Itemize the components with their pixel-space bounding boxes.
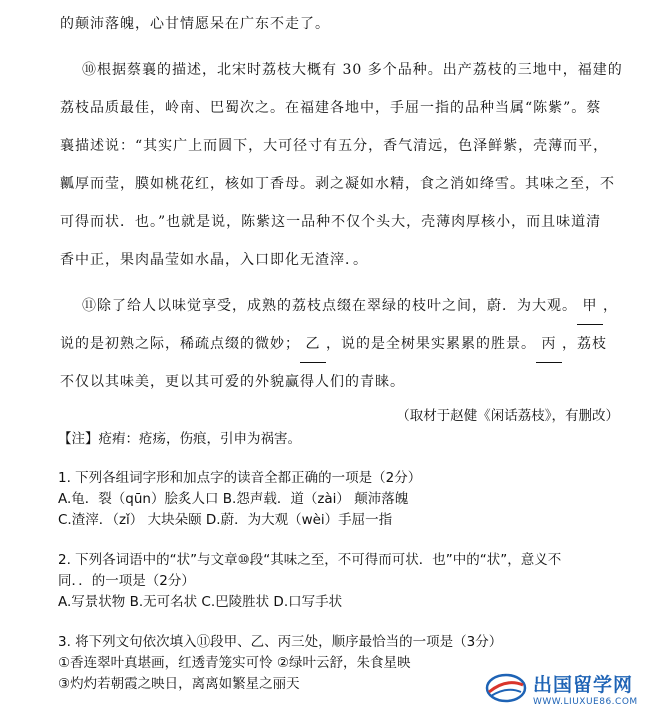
passage-line: 香中正，果肉晶莹如水晶，入口即化无渣滓．。 — [60, 252, 368, 268]
question-2-options: A.写景状物 B.无可名状 C.巴陵胜状 D.口写手状 — [58, 594, 343, 610]
blank-bing: 丙 — [536, 326, 562, 363]
passage-text: 说的是初熟之际，稀疏点缀的微妙； — [60, 336, 300, 352]
question-3-line2: ③灼灼若朝霞之映日，离离如繁星之丽天 — [58, 676, 300, 692]
passage-text: ， — [603, 298, 618, 314]
annotation-note: 【注】疮痏：疮疡，伤痕，引申为祸害。 — [58, 431, 301, 447]
site-watermark-logo — [485, 667, 653, 709]
question-3-stem: 3. 将下列文句依次填入⑪段甲、乙、丙三处，顺序最恰当的一项是（3分） — [58, 634, 503, 650]
question-1-options-ab: A.龟．裂（qūn）脍炙人口 B.怨声载．道（zài） 颠沛落魄 — [58, 491, 409, 507]
source-citation: （取材于赵健《闲话荔枝》，有删改） — [396, 408, 619, 424]
passage-line: 襄描述说：“其实广上而圆下，大可径寸有五分，香气清远，色泽鲜紫，壳薄而平， — [60, 138, 609, 154]
passage-line — [60, 288, 618, 325]
passage-text: ，荔枝 — [562, 336, 607, 352]
blank-yi: 乙 — [300, 326, 326, 363]
question-1-stem: 1. 下列各组词字形和加点字的读音全都正确的一项是（2分） — [58, 470, 422, 486]
passage-line: 可得而状．也。”也就是说，陈紫这一品种不仅个头大，壳薄肉厚核小，而且味道清 — [60, 214, 602, 230]
question-1-options-cd: C.渣滓．（zǐ） 大块朵颐 D.蔚．为大观（wèi）手屈一指 — [58, 512, 393, 528]
logo-url: WWW.LIUXUE86.COM — [533, 696, 638, 707]
passage-text: ，说的是全树果实累累的胜景。 — [326, 336, 536, 352]
globe-swoosh-icon — [485, 672, 527, 704]
passage-line: 不仅以其味美，更以其可爱的外貌赢得人们的青睐。 — [60, 374, 405, 390]
passage-line — [60, 326, 607, 363]
question-2-stem: 2. 下列各词语中的“状”与文章⑩段“其味之至，不可得而可状．也”中的“状”，意义不 — [58, 552, 562, 568]
blank-jia: 甲 — [577, 288, 603, 325]
logo-name: 出国留学网 — [533, 673, 634, 696]
passage-line: 的颠沛落魄，心甘情愿呆在广东不走了。 — [60, 16, 330, 32]
question-3-line1: ①香连翠叶真堪画，红透青笼实可怜 ②绿叶云舒，朱食星映 — [58, 655, 411, 671]
passage-text: ⑪除了给人以味觉享受，成熟的荔枝点缀在翠绿的枝叶之间，蔚．为大观。 — [82, 298, 577, 314]
passage-line: ⑩根据蔡襄的描述，北宋时荔枝大概有 30 多个品种。出产荔枝的三地中，福建的 — [82, 62, 623, 78]
passage-line: 瓤厚而莹，膜如桃花红，核如丁香母。剥之凝如水精，食之消如绛雪。其味之至，不 — [60, 176, 615, 192]
passage-line: 荔枝品质最佳，岭南、巴蜀次之。在福建各地中，手屈一指的品种当属“陈紫”。蔡 — [60, 100, 602, 116]
question-2-stem-cont: 同．．的一项是（2分） — [58, 573, 195, 589]
